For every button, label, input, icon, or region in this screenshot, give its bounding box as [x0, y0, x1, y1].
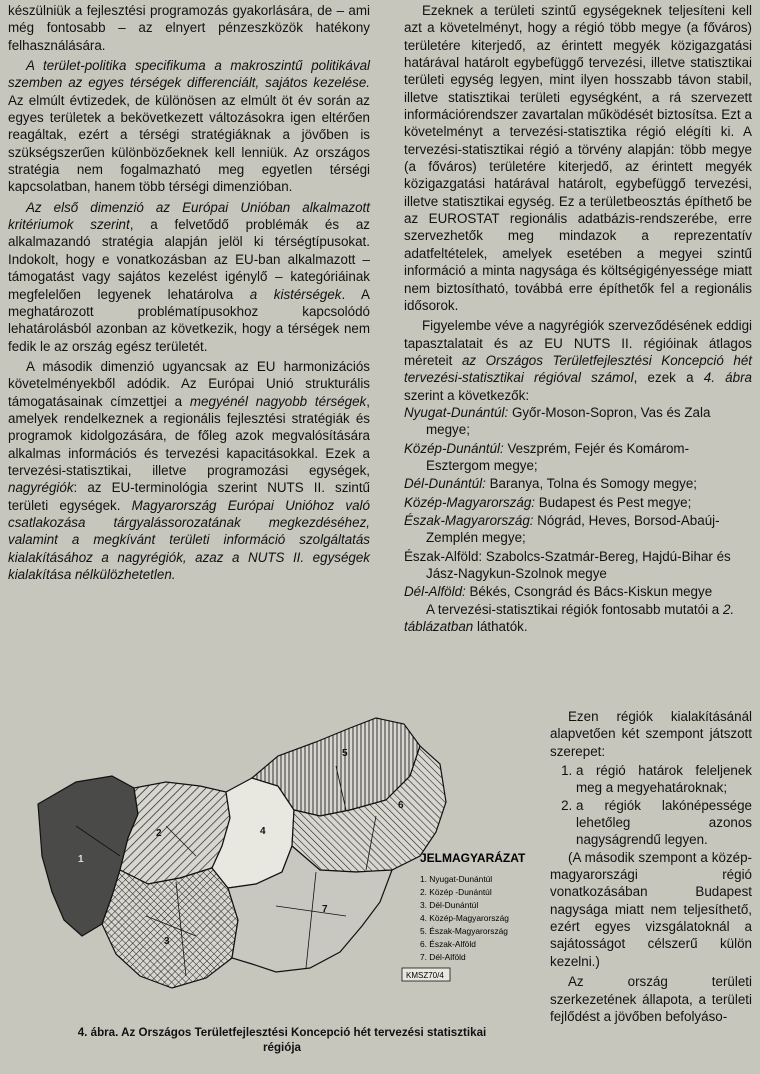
- list-item: 1. a régió határok feleljenek meg a megyehatároknak;: [576, 762, 752, 797]
- region-number-3: 3: [164, 936, 170, 947]
- map-svg: [16, 706, 538, 1016]
- region-number-7: 7: [322, 904, 328, 915]
- legend-item: 3. Dél-Dunántúl: [420, 900, 479, 910]
- figure-caption: 4. ábra. Az Országos Területfejlesztési Koncepció hét tervezési statisztikai régiója: [77, 1026, 487, 1054]
- region-3-shape: [102, 868, 238, 988]
- region-item: Észak-Magyarország: Nógrád, Heves, Borsod-Abaúj-Zemplén megye;: [404, 512, 720, 546]
- region-item: Észak-Alföld: Szabolcs-Szatmár-Bereg, Hajdú-Bihar és Jász-Nagykun-Szolnok megye: [404, 548, 731, 581]
- legend-item: 1. Nyugat-Dunántúl: [420, 874, 493, 884]
- paragraph: Ezen régiók kialakításánál alapvetően két szempont játszott szerepet:: [550, 709, 752, 759]
- region-number-6: 6: [398, 800, 404, 811]
- hungary-region-map: [16, 706, 538, 1016]
- paragraph: Az első dimenzió az Európai Unióban alkalmazott kritériumok szerint, a felvetődő problémák és az alkalmazandó stratégia alapján jelöl ki térségtípusokat. Indokolt, hogy e vonatkozásban az EU-ban alkalmazott – támogatást vagy sajátos kezelést igénylő – kategóriáinak megfelelően legyenek lehatárolva a kistérségek. A meghatározott problématípusokhoz kapcsolódó lehatárolásból azonban az következik, hogy a térségek nem fedik le az ország egész területét.: [8, 199, 371, 354]
- region-number-5: 5: [342, 748, 348, 759]
- legend-item: 6. Észak-Alföld: [420, 939, 476, 949]
- region-number-2: 2: [156, 828, 162, 839]
- right-narrow-column: [550, 708, 752, 1025]
- region-list: [404, 404, 752, 601]
- right-column: [404, 2, 752, 635]
- legend: [420, 874, 509, 962]
- region-item: Nyugat-Dunántúl: Győr-Moson-Sopron, Vas és Zala megye;: [404, 404, 711, 438]
- region-item: Dél-Dunántúl: Baranya, Tolna és Somogy megye;: [404, 476, 698, 492]
- criteria-list: [550, 762, 752, 849]
- region-number-4: 4: [260, 826, 266, 837]
- paragraph: készülniük a fejlesztési programozás gyakorlására, de – ami még fontosabb – az elnyert pénzeszközök hatékony felhasználására.: [8, 3, 370, 53]
- paragraph: A tervezési-statisztikai régiók fontosabb mutatói a 2. táblázatban láthatók.: [404, 601, 735, 635]
- legend-item: 2. Közép -Dunántúl: [420, 887, 492, 897]
- paragraph: A terület-politika specifikuma a makroszintű politikával szemben az egyes térségek differenciált, sajátos kezelése. Az elmúlt évtizedek, de különösen az elmúlt öt év során az egyes területek a bekövetkezett változásokra igen eltérően reagáltak, ezért a térségi stratégiáknak a jövőben is szükségszerűen különbözőeknek kell lenniük. Az országos stratégia nem fogalmazható meg egyetlen térségi kapcsolatban, hanem több térségi dimenzióban.: [8, 58, 370, 195]
- paragraph: Figyelembe véve a nagyrégiók szerveződésének eddigi tapasztalatait és az EU NUTS II. régióinak átlagos méreteit az Országos Területfejlesztési Koncepció hét tervezési-statisztikai régióval számol, ezek a 4. ábra szerint a következők:: [404, 318, 753, 403]
- region-item: Dél-Alföld: Békés, Csongrád és Bács-Kiskun megye: [404, 584, 713, 600]
- legend-item: 7. Dél-Alföld: [420, 952, 466, 962]
- paragraph: A második dimenzió ugyancsak az EU harmonizációs követelményekből adódik. Az Európai Unió strukturális támogatásainak címzettjei a megyénél nagyobb térségek, amelyek rendelkeznek a regionális fejlesztési stratégiák és programok kidolgozására, de főleg azok megvalósítására alkalmas információs és tervezési kapacitásokkal. Ezek a tervezési-statisztikai, illetve programozási egységek, nagyrégiók: az EU-terminológia szerint NUTS II. szintű területi egységek. Magyarország Európai Unióhoz való csatlakozása tárgyalássorozatának megkezdéséhez, valamint a megkívánt területi információ szolgáltatás kialakításához a nagyrégiók, azaz a NUTS II. egységek kialakítása nélkülözhetetlen.: [8, 358, 370, 582]
- region-item: Közép-Magyarország: Budapest és Pest megye;: [404, 494, 692, 510]
- legend-title: JELMAGYARÁZAT: [420, 851, 526, 865]
- map-code: KMSZ70/4: [406, 971, 444, 980]
- region-number-1: 1: [78, 854, 84, 865]
- list-item: 2. a régiók lakónépessége lehetőleg azonos nagyságrendű legyen.: [576, 797, 752, 849]
- region-item: Közép-Dunántúl: Veszprém, Fejér és Komárom-Esztergom megye;: [404, 440, 690, 473]
- paragraph: Az ország területi szerkezetének állapota, a területi fejlődést a jövőben befolyáso-: [550, 974, 752, 1024]
- paragraph: (A második szempont a közép-magyarországi régió vonatkozásában Budapest nagysága miatt nem teljesíthető, ezért egyes vizsgálatoknál a sajátosságot célszerű külön kezelni.): [550, 849, 752, 969]
- legend-item: 5. Észak-Magyarország: [420, 926, 508, 936]
- left-column: [8, 2, 370, 583]
- paragraph: Ezeknek a területi szintű egységeknek teljesíteni kell azt a követelményt, hogy a régió több megye (a főváros) területére kiterjedő, az érintett megyék közigazgatási határával határolt egybefüggő tervezési, illetve statisztikai területi egység legyen, mint ilyen hosszabb távon stabil, illetve statisztikai területi egységként, a rá szervezett információrendszer zavartalan működését biztosítsa. Ezt a követelményt a tervezési-statisztika régió elégíti ki. A tervezési-statisztikai régió a törvény alapján: több megye (a főváros) területére kiterjedő, az érintett megyék közigazgatási határával határolt, egybefüggő tervezési, illetve statisztikai egység. Ez a területbeosztás építhető be az EUROSTAT regionális adatbázis-rendszerébe, erre szervezhetők meg mindazok a reprezentatív adatfeltételek, amelyek esetében a megyei szintű információ a minta nagysága és költségigényessége miatt nem biztosítható, továbbá erre építhetők fel a regionális idősorok.: [404, 3, 752, 313]
- legend-item: 4. Közép-Magyarország: [420, 913, 509, 923]
